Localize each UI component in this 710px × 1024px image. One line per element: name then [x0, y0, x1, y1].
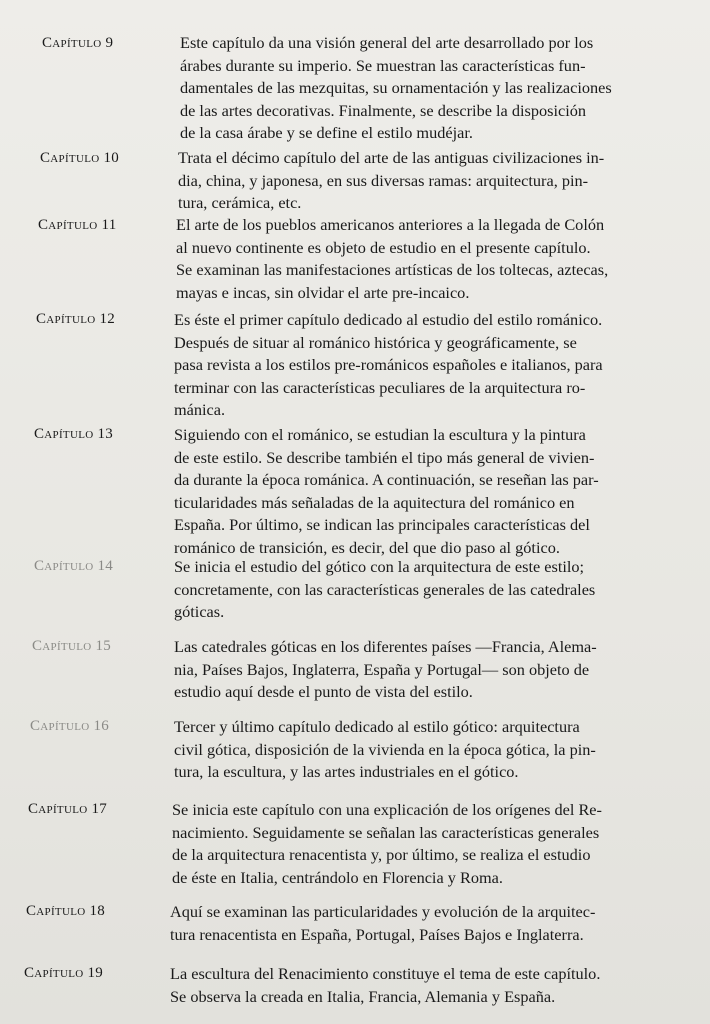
summary-line: Se observa la creada en Italia, Francia, Alemania y España.: [170, 986, 556, 1006]
summary-line: Se inicia el estudio del gótico con la arquitectura de este estilo;: [174, 557, 585, 576]
summary-line: Este capítulo da una visión general del arte desarrollado por los: [180, 33, 594, 52]
summary-line: tura, cerámica, etc.: [178, 193, 302, 213]
chapter-summary: [170, 901, 670, 946]
summary-line: damentales de las mezquitas, su ornamentación y las realizaciones: [180, 78, 612, 98]
chapter-label: Capítulo 14: [34, 558, 114, 574]
chapter-label: Capítulo 11: [38, 217, 117, 233]
summary-line: Las catedrales góticas en los diferentes países —Francia, Alema-: [174, 637, 597, 656]
summary-line: Trata el décimo capítulo del arte de las antiguas civilizaciones in-: [178, 148, 605, 167]
summary-line: Se inicia este capítulo con una explicación de los orígenes del Re-: [172, 800, 602, 819]
chapter-label: Capítulo 15: [32, 638, 112, 654]
chapter-label: Capítulo 12: [36, 311, 116, 327]
chapter-label: Capítulo 9: [42, 35, 114, 51]
summary-line: España. Por último, se indican las principales características del: [174, 515, 590, 535]
summary-line: Tercer y último capítulo dedicado al estilo gótico: arquitectura: [174, 717, 580, 736]
chapter-summary: [176, 214, 670, 304]
chapter-summary: [180, 32, 670, 145]
summary-line: de la casa árabe y se define el estilo mudéjar.: [180, 123, 473, 143]
chapter-label: Capítulo 10: [40, 150, 120, 166]
summary-line: mánica.: [174, 400, 226, 420]
summary-line: Aquí se examinan las particularidades y evolución de la arquitec-: [170, 902, 596, 921]
chapter-label: Capítulo 16: [30, 718, 110, 734]
summary-line: civil gótica, disposición de la vivienda en la época gótica, la pin-: [174, 739, 596, 759]
chapter-label: Capítulo 19: [24, 965, 104, 981]
summary-line: de las artes decorativas. Finalmente, se describe la disposición: [180, 100, 586, 120]
chapter-summary: [174, 716, 670, 784]
chapter-summary: [174, 556, 670, 624]
summary-line: da durante la época románica. A continuación, se reseñan las par-: [174, 470, 599, 490]
chapter-summary: [174, 424, 670, 560]
summary-line: estudio aquí desde el punto de vista del estilo.: [174, 682, 473, 702]
chapter-summary: [178, 147, 670, 215]
summary-line: Siguiendo con el románico, se estudian la escultura y la pintura: [174, 425, 586, 444]
summary-line: nia, Países Bajos, Inglaterra, España y Portugal— son objeto de: [174, 659, 590, 679]
summary-line: Después de situar al románico histórica y geográficamente, se: [174, 332, 577, 352]
chapter-summary: [174, 309, 670, 422]
summary-line: mayas e incas, sin olvidar el arte pre-incaico.: [176, 282, 470, 302]
summary-line: El arte de los pueblos americanos anteriores a la llegada de Colón: [176, 215, 605, 234]
summary-line: góticas.: [174, 602, 225, 622]
summary-line: pasa revista a los estilos pre-románicos españoles e italianos, para: [174, 355, 603, 375]
chapter-label: Capítulo 13: [34, 426, 114, 442]
summary-line: tura renacentista en España, Portugal, Países Bajos e Inglaterra.: [170, 924, 584, 944]
summary-line: Se examinan las manifestaciones artísticas de los toltecas, aztecas,: [176, 260, 609, 280]
summary-line: tura, la escultura, y las artes industriales en el gótico.: [174, 762, 519, 782]
summary-line: románico de transición, es decir, del que dio paso al gótico.: [174, 537, 560, 557]
summary-line: de este estilo. Se describe también el tipo más general de vivien-: [174, 447, 595, 467]
chapter-label: Capítulo 18: [26, 903, 106, 919]
summary-line: Es éste el primer capítulo dedicado al estudio del estilo románico.: [174, 310, 603, 329]
summary-line: ticularidades más señaladas de la aquitectura del románico en: [174, 492, 575, 512]
summary-line: de éste en Italia, centrándolo en Florencia y Roma.: [172, 867, 503, 887]
chapter-summary: [174, 636, 670, 704]
summary-line: dia, china, y japonesa, en sus diversas ramas: arquitectura, pin-: [178, 170, 589, 190]
summary-line: al nuevo continente es objeto de estudio en el presente capítulo.: [176, 237, 591, 257]
chapter-label: Capítulo 17: [28, 801, 108, 817]
chapter-summary: [170, 963, 670, 1008]
summary-line: terminar con las características peculiares de la arquitectura ro-: [174, 377, 586, 397]
summary-line: árabes durante su imperio. Se muestran las características fun-: [180, 55, 586, 75]
summary-line: concretamente, con las características generales de las catedrales: [174, 579, 596, 599]
summary-line: de la arquitectura renacentista y, por último, se realiza el estudio: [172, 845, 591, 865]
summary-line: La escultura del Renacimiento constituye el tema de este capítulo.: [170, 964, 601, 983]
chapter-summary: [172, 799, 670, 889]
summary-line: nacimiento. Seguidamente se señalan las características generales: [172, 822, 600, 842]
